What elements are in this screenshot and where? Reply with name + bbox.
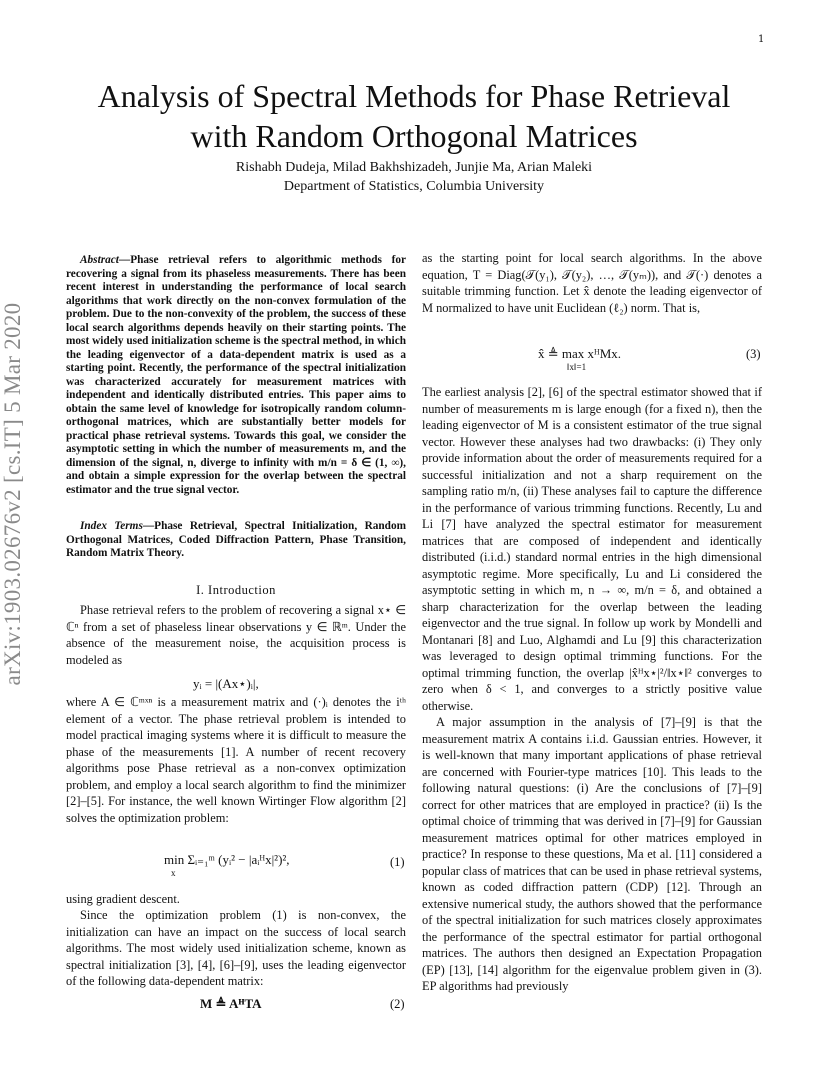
arxiv-stamp: arXiv:1903.02676v2 [cs.IT] 5 Mar 2020 [0,302,25,686]
equation-1-subscript: x [171,868,176,878]
abstract-label: Abstract [80,254,119,266]
right-paragraph-2 [422,384,762,995]
observation-equation: yᵢ = |(Ax⋆)ᵢ|, [193,676,259,691]
paper-title [60,76,768,156]
paragraph-text: The earliest analysis [2], [6] of the spectral estimator showed that if number of measurements m is large enough (for a fixed n), then the leading eigenvector of M is a consistent estimator of the true signal vector. However these analyses had two drawbacks: (i) They only provide information about the order of measurements required for a successful initialization and not a sharp requirement on the sampling ratio m/n, (ii) These analyses fail to capture the difference in the performance of various trimming functions. Recently, Lu and Li [7] have analyzed the spectral estimator for measurement matrices that are composed of independent and identically distributed (i.i.d.) standard normal entries in the high dimensional asymptotic regime. More specifically, Lu and Li considered the asymptotic setting in which m, n → ∞, m/n = δ, and obtained a sharp characterization for the overlap between the leading eigenvector and the true signal. In follow up work by Mondelli and Montanari [8] and Luo, Alghamdi and Lu [9] this characterization was leveraged to design optimal trimming functions. For the optimal trimming function, the overlap |x̂ᴴx⋆|²/‖x⋆‖² converges to zero when δ < 1, and converges to a strictly positive value otherwise. [422,385,762,713]
equation-1: min Σᵢ₌₁ᵐ (yᵢ² − |aᵢᴴx|²)², [164,852,290,867]
equation-3-subscript: ‖x‖=1 [567,362,587,372]
abstract-text: —Phase retrieval refers to algorithmic methods for recovering a signal from its phaseless measurements. There has been recent interest in understanding the performance of local search algorithms that work directly on the non-convex formulation of the problem. Due to the non-convexity of the problem, the success of these local search algorithms depends heavily on their starting points. The most widely used initialization scheme is the spectral method, in which the leading eigenvector of a data-dependent matrix is used as a starting point. Recently, the performance of the spectral initialization was characterized accurately for measurement matrices with independent and identically distributed entries. This paper aims to obtain the same level of knowledge for isotropically random column-orthogonal matrices, which are substantially better models for practical phase retrieval systems. Towards this goal, we consider the asymptotic setting in which the number of measurements m, and the dimension of the signal, n, diverge to infinity with m/n = δ ∈ (1, ∞), and obtain a simple expression for the overlap between the spectral estimator and the true signal vector. [66,254,406,496]
page-number: 1 [758,34,765,45]
equation-3: x̂ ≜ max xᴴMx. [538,346,622,361]
right-paragraph-1 [422,250,762,316]
index-terms [66,520,406,561]
paragraph-text: Phase retrieval refers to the problem of recovering a signal x⋆ ∈ ℂⁿ from a set of phaseless linear observations y ∈ ℝᵐ. Under the absence of the measurement noise, the acquisition process is modeled as [66,603,406,667]
abstract [66,254,406,497]
paragraph-text: A major assumption in the analysis of [7]–[9] is that the measurement matrix A contains i.i.d. Gaussian entries. However, it is well-known that many important applications of phase retrieval are concerned with Fourier-type matrices [10]. This leads to the following natural questions: (i) Are the conclusions of [7]–[9] correct for other matrices that are employed in practice? (ii) Is the optimal choice of trimming that was derived in [7]–[9] for Gaussian measurement matrices optimal for other matrices employed in practice? In response to these questions, Ma et al. [11] considered a popular class of matrices that can be used in phase retrieval systems, known as coded diffraction pattern (CDP) [12]. Through an extensive numerical study, the authors showed that the performance of the spectral initialization for such matrices closely approximates the performance of the spectral estimator for partial orthogonal matrices. The authors then designed an Expectation Propagation (EP) [13], [14] algorithm for the eigenvalue problem given in (3). EP algorithms had previously [422,715,762,993]
index-terms-label: Index Terms [80,520,143,532]
equation-2: M ≜ AᴴTA [200,996,262,1011]
index-terms-text: —Phase Retrieval, Spectral Initialization, Random Orthogonal Matrices, Coded Diffraction Pattern, Phase Transition, Random Matrix Theory. [66,520,406,559]
paragraph-text: Since the optimization problem (1) is non-convex, the initialization can have an impact on the success of local search algorithms. The most widely used initialization scheme, known as spectral initialization [3], [4], [6]–[9], uses the leading eigenvector of the following data-dependent matrix: [66,908,406,988]
paragraph-text: where A ∈ ℂᵐˣⁿ is a measurement matrix and (·)ᵢ denotes the iᵗʰ element of a vector. The phase retrieval problem is intended to model practical imaging systems where it is difficult to measure the phase of the measurements [1]. A number of recent recovery algorithms pose Phase retrieval as a non-convex optimization problem, and employ a local search algorithm to find the minimizer [2]–[5]. For instance, the well known Wirtinger Flow algorithm [2] solves the optimization problem: [66,695,406,825]
intro-paragraph-2 [66,694,406,826]
paragraph-text: as the starting point for local search algorithms. In the above equation, T = Diag(𝒯(y₁), 𝒯(y₂), …, 𝒯(yₘ)), and 𝒯(·) denotes a suitable trimming function. Let x̂ denote the leading eigenvector of M normalized to have unit Euclidean (ℓ₂) norm. That is, [422,251,762,315]
author-list: Rishabh Dudeja, Milad Bakhshizadeh, Junjie Ma, Arian Maleki [235,160,593,175]
intro-paragraph-1 [66,602,406,668]
section-heading: I. Introduction [196,583,276,597]
equation-1-number: (1) [390,855,405,869]
paragraph-text: using gradient descent. [66,892,180,906]
title-line-2: with Random Orthogonal Matrices [190,118,638,154]
intro-paragraph-4 [66,907,406,990]
equation-3-number: (3) [746,347,761,361]
equation-2-number: (2) [390,997,405,1011]
title-line-1: Analysis of Spectral Methods for Phase Retrieval [97,78,731,114]
affiliation: Department of Statistics, Columbia University [283,179,545,194]
intro-paragraph-3 [66,891,406,908]
